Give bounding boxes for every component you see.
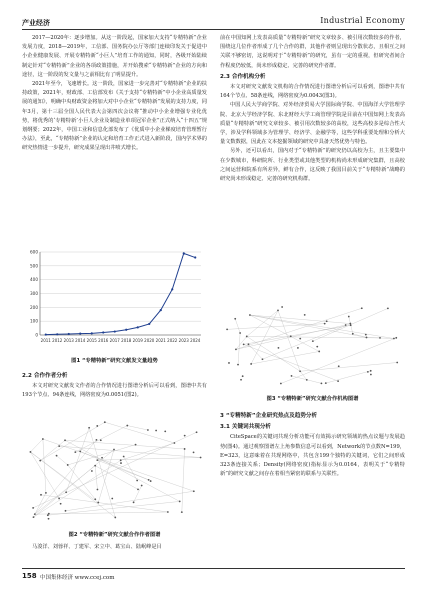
author-node xyxy=(150,480,152,482)
author-edge xyxy=(80,451,148,479)
author-edge xyxy=(57,456,68,465)
institution-node xyxy=(345,324,347,326)
institution-node xyxy=(291,375,293,377)
author-network-graph xyxy=(22,416,207,526)
paragraph: 马浚洋、刘蓉祥、丁建军、宋立中、葛宝山、陆岷峰是目 xyxy=(32,544,162,550)
author-node xyxy=(133,501,135,503)
institution-node xyxy=(262,358,264,360)
figure-3-network xyxy=(220,300,405,390)
section-heading: 3.1 关键词共现分析 xyxy=(220,424,272,431)
x-tick-label: 2023 xyxy=(178,338,189,343)
x-tick-label: 2018 xyxy=(121,338,132,343)
section-heading: 3 “专精特新”企业研究热点及趋势分析 xyxy=(220,413,318,419)
author-edge xyxy=(43,439,46,493)
paragraph: 2021年至今，飞速增长。这一阶段，国家进一步完善对“专精特新”企业的扶持政策，2021年，财政部、工信部发布《关于支持“专精特新”中小企业高质量发展的通知》，明确中央财政资金将加大对中小企业“专精特新”发展的支持力度，同年3月，第十三届全国人民代表大会第四次会议将“推动中小企业增强专业化优势，将优秀的‘专精特新’小巨人企业及制造业单项冠军企业”正式纳入“十四五”规划纲要；2022年，中国工业和信息化部发布了《优质中小企业梯度培育管理暂行办法》，至此，“专精特新”企业的认定和培育工作正式进入新阶段，国内学术界的研究热情进一步提升，研究成果呈现出井喷式增长。 xyxy=(22,81,207,152)
figure-1-chart xyxy=(22,246,207,351)
data-point xyxy=(45,333,47,335)
author-edge xyxy=(89,428,115,518)
data-point xyxy=(183,252,185,254)
institution-node xyxy=(366,337,368,339)
institution-edge xyxy=(247,336,300,371)
magazine-footer: 中国集体经济 www.ccej.com xyxy=(40,575,115,581)
data-point xyxy=(194,256,196,258)
institution-edge xyxy=(326,371,371,383)
institution-node xyxy=(338,365,340,367)
institution-node xyxy=(324,323,326,325)
figure-2-network xyxy=(22,416,207,526)
institution-node xyxy=(350,324,352,326)
data-point xyxy=(160,309,162,311)
data-point xyxy=(114,330,116,332)
institution-node xyxy=(278,347,280,349)
right-column-lower xyxy=(220,410,405,479)
figure-1-caption: 图1 “专精特新”研究文献发文量趋势 xyxy=(71,358,158,364)
x-tick-label: 2019 xyxy=(132,338,143,343)
author-node xyxy=(47,514,49,516)
institution-node xyxy=(242,375,244,377)
author-node xyxy=(148,479,150,481)
author-edge xyxy=(34,460,121,517)
institution-edge xyxy=(250,315,350,324)
institution-node xyxy=(277,310,279,312)
x-tick-label: 2016 xyxy=(98,338,109,343)
institution-node xyxy=(226,328,228,330)
institution-node xyxy=(235,348,237,350)
x-tick-label: 2024 xyxy=(190,338,201,343)
author-edge xyxy=(97,460,148,480)
institution-node xyxy=(395,337,397,339)
author-node xyxy=(104,421,106,423)
y-tick-label: 200 xyxy=(30,304,38,310)
institution-edge xyxy=(251,310,278,364)
author-node xyxy=(174,442,176,444)
author-node xyxy=(184,448,186,450)
institution-node xyxy=(348,316,350,318)
data-point xyxy=(91,332,93,334)
author-node xyxy=(137,488,139,490)
author-edge xyxy=(182,449,185,512)
author-edge xyxy=(75,426,127,453)
institution-node xyxy=(281,306,283,308)
author-node xyxy=(96,425,98,427)
institution-node xyxy=(246,336,248,338)
author-edge xyxy=(65,440,180,501)
x-tick-label: 2020 xyxy=(144,338,155,343)
author-node xyxy=(181,511,183,513)
institution-node xyxy=(249,314,251,316)
left-column-lower xyxy=(22,370,207,401)
data-point xyxy=(56,333,58,335)
author-node xyxy=(65,491,67,493)
institution-node xyxy=(393,338,395,340)
author-node xyxy=(155,430,157,432)
institution-node xyxy=(367,371,369,373)
author-node xyxy=(42,438,44,440)
institution-node xyxy=(312,340,314,342)
x-tick-label: 2021 xyxy=(155,338,166,343)
author-node xyxy=(193,490,195,492)
y-tick-label: 600 xyxy=(30,249,38,255)
data-point xyxy=(102,331,104,333)
author-node xyxy=(126,425,128,427)
author-node xyxy=(45,492,47,494)
author-edge xyxy=(97,458,200,461)
data-point xyxy=(68,333,70,335)
institution-node xyxy=(234,318,236,320)
institution-node xyxy=(318,351,320,353)
author-node xyxy=(136,480,138,482)
institution-node xyxy=(243,343,245,345)
institution-node xyxy=(250,363,252,365)
author-edge xyxy=(40,440,65,460)
institution-node xyxy=(280,383,282,385)
institution-node xyxy=(352,333,354,335)
author-node xyxy=(97,502,99,504)
institution-node xyxy=(379,337,381,339)
author-edge xyxy=(66,428,89,492)
data-point xyxy=(137,326,139,328)
author-node xyxy=(101,457,103,459)
institution-edge xyxy=(235,319,240,333)
author-edge xyxy=(43,439,194,491)
author-node xyxy=(56,455,58,457)
y-tick-label: 400 xyxy=(30,277,38,283)
author-edge xyxy=(33,432,196,508)
institution-node xyxy=(248,343,250,345)
author-edge xyxy=(30,452,59,499)
institution-edge xyxy=(353,334,367,338)
author-node xyxy=(58,498,60,500)
author-node xyxy=(113,449,115,451)
institution-network-graph xyxy=(220,300,405,390)
y-tick-label: 0 xyxy=(35,332,38,338)
left-column-tail xyxy=(22,543,207,552)
institution-edge xyxy=(251,351,319,363)
author-node xyxy=(167,511,169,513)
author-node xyxy=(200,457,202,459)
institution-node xyxy=(240,379,242,381)
x-tick-label: 2017 xyxy=(109,338,120,343)
author-node xyxy=(65,510,67,512)
author-node xyxy=(79,451,81,453)
figure-2-caption: 图2 “专精特新”研究文献合作作者图谱 xyxy=(68,532,161,538)
institution-edge xyxy=(300,363,397,372)
author-node xyxy=(48,513,50,515)
author-node xyxy=(60,503,62,505)
author-node xyxy=(64,439,66,441)
institution-node xyxy=(387,307,389,309)
section-label: 产业经济 xyxy=(22,19,50,27)
author-node xyxy=(48,518,50,520)
author-edge xyxy=(124,456,137,480)
author-node xyxy=(123,456,125,458)
paragraph: CiteSpace的关键词共现分析功能可有效揭示研究领域的热点议题与发展趋势(图4)。通过观察图谱左上角参数信息可以看到，Network的节点数N=199，E=323，这意味着在共现网络中，共包含199个独特的关键词，它们之间形成323条连接关系；Density(网络密度)指标显示为0.0164，表明关于“专精特新”的研究文献之间存在着相当紧密的联系与关联性。 xyxy=(220,434,405,478)
author-node xyxy=(193,451,195,453)
institution-edge xyxy=(247,310,278,336)
author-node xyxy=(179,501,181,503)
author-node xyxy=(32,507,34,509)
x-tick-label: 2022 xyxy=(167,338,178,343)
institution-node xyxy=(299,338,301,340)
author-node xyxy=(91,470,93,472)
paragraph: 另外，还可以看出，国内对于“专精特新”的研究仍以高校为主，且主要集中在少数城市，科研院所、行业类型或其他类型的机构尚未形成研究集群，且高校之间运营和院系有所差异，鲜有合作，这反映了我国目前关于“专精特新”战略的研究尚未形成稳定、完善的研究机构群。 xyxy=(220,148,405,183)
author-node xyxy=(94,498,96,500)
author-node xyxy=(33,516,35,518)
author-node xyxy=(39,460,41,462)
author-node xyxy=(120,462,122,464)
author-edge xyxy=(65,491,193,511)
paragraph: 2017—2020年：逐步增加。从这一阶段起，国家加大支持“专精特新”企业发展力度，2018—2019年，工信部、国务院办公厅等部门连续印发关于促进中小企业健康发展、开展专精特新“小巨人”培育工作的通知，同时，各级开始陆续制定针对“专精特新”企业的各项政策措施，并开始搜索“专精特新”企业的方向和途径，这一阶段的发文量与之前相比有了明显提升。 xyxy=(22,35,207,78)
institution-node xyxy=(237,364,239,366)
institution-node xyxy=(304,314,306,316)
paragraph: 前在中国知网上发表高质量“专精特新”研究文章较多、被引用次数较多的作者，围绕这几位作者形成了几个合作的群，其他作者则呈现出分散状态，且相互之间关联不够密切，这说明对于“专精特新”的研究，虽有一定的重视，但研究者间合作程度仍较低，尚未形成稳定、完善的研究作者群。 xyxy=(220,35,405,69)
header-rule xyxy=(22,29,405,30)
institution-node xyxy=(370,374,372,376)
author-node xyxy=(34,513,36,515)
institution-edge xyxy=(247,336,380,337)
y-tick-label: 500 xyxy=(30,263,38,269)
paragraph: 中国人民大学商学院、对外经济贸易大学国际商学院、中国海洋大学管理学院、北京大学经济学院、东北财经大学工商管理学院是目前在中国知网上发表高质量“专精特新”研究文章较多、被引用次数较多的高校，这些高校多是综合性大学，涉及学科领域多为管理学、经济学、金融学等，这些学科重要处理和分析大量文数数据，因此在文本挖掘领域的研究中具备天然优势与特色。 xyxy=(220,102,405,146)
x-tick-label: 2015 xyxy=(86,338,97,343)
right-column xyxy=(220,34,405,184)
author-edge xyxy=(30,439,42,452)
institution-edge xyxy=(236,308,362,349)
author-node xyxy=(30,451,32,453)
institution-node xyxy=(306,379,308,381)
institution-node xyxy=(361,307,363,309)
page-number: 158 xyxy=(22,572,37,580)
author-node xyxy=(147,429,149,431)
institution-node xyxy=(228,362,230,364)
author-edge xyxy=(95,466,97,490)
author-node xyxy=(164,430,166,432)
author-node xyxy=(96,439,98,441)
institution-node xyxy=(396,362,398,364)
paragraph: 本文对研究文献发文作者的合作情况进行图谱分析后可以看到，图谱中共有193个节点、94条连线，网络密度为0.0051(图2)。 xyxy=(22,383,207,399)
institution-node xyxy=(239,332,241,334)
x-tick-label: 2014 xyxy=(75,338,86,343)
institution-node xyxy=(365,334,367,336)
institution-node xyxy=(326,320,328,322)
institution-node xyxy=(290,335,292,337)
y-tick-label: 100 xyxy=(30,318,38,324)
section-heading: 2.3 合作机构分析 xyxy=(220,73,266,80)
institution-node xyxy=(299,370,301,372)
institution-node xyxy=(370,370,372,372)
author-node xyxy=(114,517,116,519)
institution-edge xyxy=(244,325,351,344)
data-point xyxy=(148,323,150,325)
author-node xyxy=(88,427,90,429)
author-node xyxy=(97,489,99,491)
author-node xyxy=(40,494,42,496)
institution-node xyxy=(316,346,318,348)
author-node xyxy=(141,485,143,487)
institution-node xyxy=(349,323,351,325)
series-line xyxy=(46,253,196,334)
author-edge xyxy=(98,449,114,502)
x-tick-label: 2011 xyxy=(40,338,51,343)
y-tick-label: 300 xyxy=(30,291,38,296)
left-column xyxy=(22,34,207,154)
author-node xyxy=(67,464,69,466)
journal-title: Industrial Economy xyxy=(320,16,405,25)
paragraph: 本文对研究文献发文机构的合作情况进行图谱分析后可以看到，图谱中共有164个节点、58条连线，网络密度为0.0043(图3)。 xyxy=(220,84,405,100)
author-edge xyxy=(35,512,168,514)
x-tick-label: 2012 xyxy=(52,338,63,343)
author-node xyxy=(184,435,186,437)
institution-node xyxy=(297,347,299,349)
data-point xyxy=(171,288,173,290)
author-node xyxy=(96,459,98,461)
author-node xyxy=(196,431,198,433)
author-edge xyxy=(105,422,175,443)
data-point xyxy=(125,329,127,331)
trend-line-chart xyxy=(22,246,207,351)
institution-node xyxy=(321,382,323,384)
institution-edge xyxy=(248,344,262,359)
author-edge xyxy=(35,440,97,514)
data-point xyxy=(79,333,81,335)
institution-node xyxy=(325,382,327,384)
author-node xyxy=(94,465,96,467)
author-edge xyxy=(68,465,96,499)
author-node xyxy=(58,445,60,447)
author-edge xyxy=(35,493,46,514)
section-heading: 2.2 合作作者分析 xyxy=(22,373,68,379)
x-tick-label: 2013 xyxy=(63,338,74,343)
author-node xyxy=(74,451,76,453)
author-node xyxy=(135,444,137,446)
author-node xyxy=(111,498,113,500)
author-node xyxy=(120,459,122,461)
author-edge xyxy=(127,426,148,430)
footer-rule xyxy=(22,568,405,569)
figure-3-caption: 图3 “专精特新”研究文献合作机构图谱 xyxy=(266,396,359,402)
institution-edge xyxy=(250,315,367,337)
institution-node xyxy=(337,380,339,382)
author-node xyxy=(100,439,102,441)
